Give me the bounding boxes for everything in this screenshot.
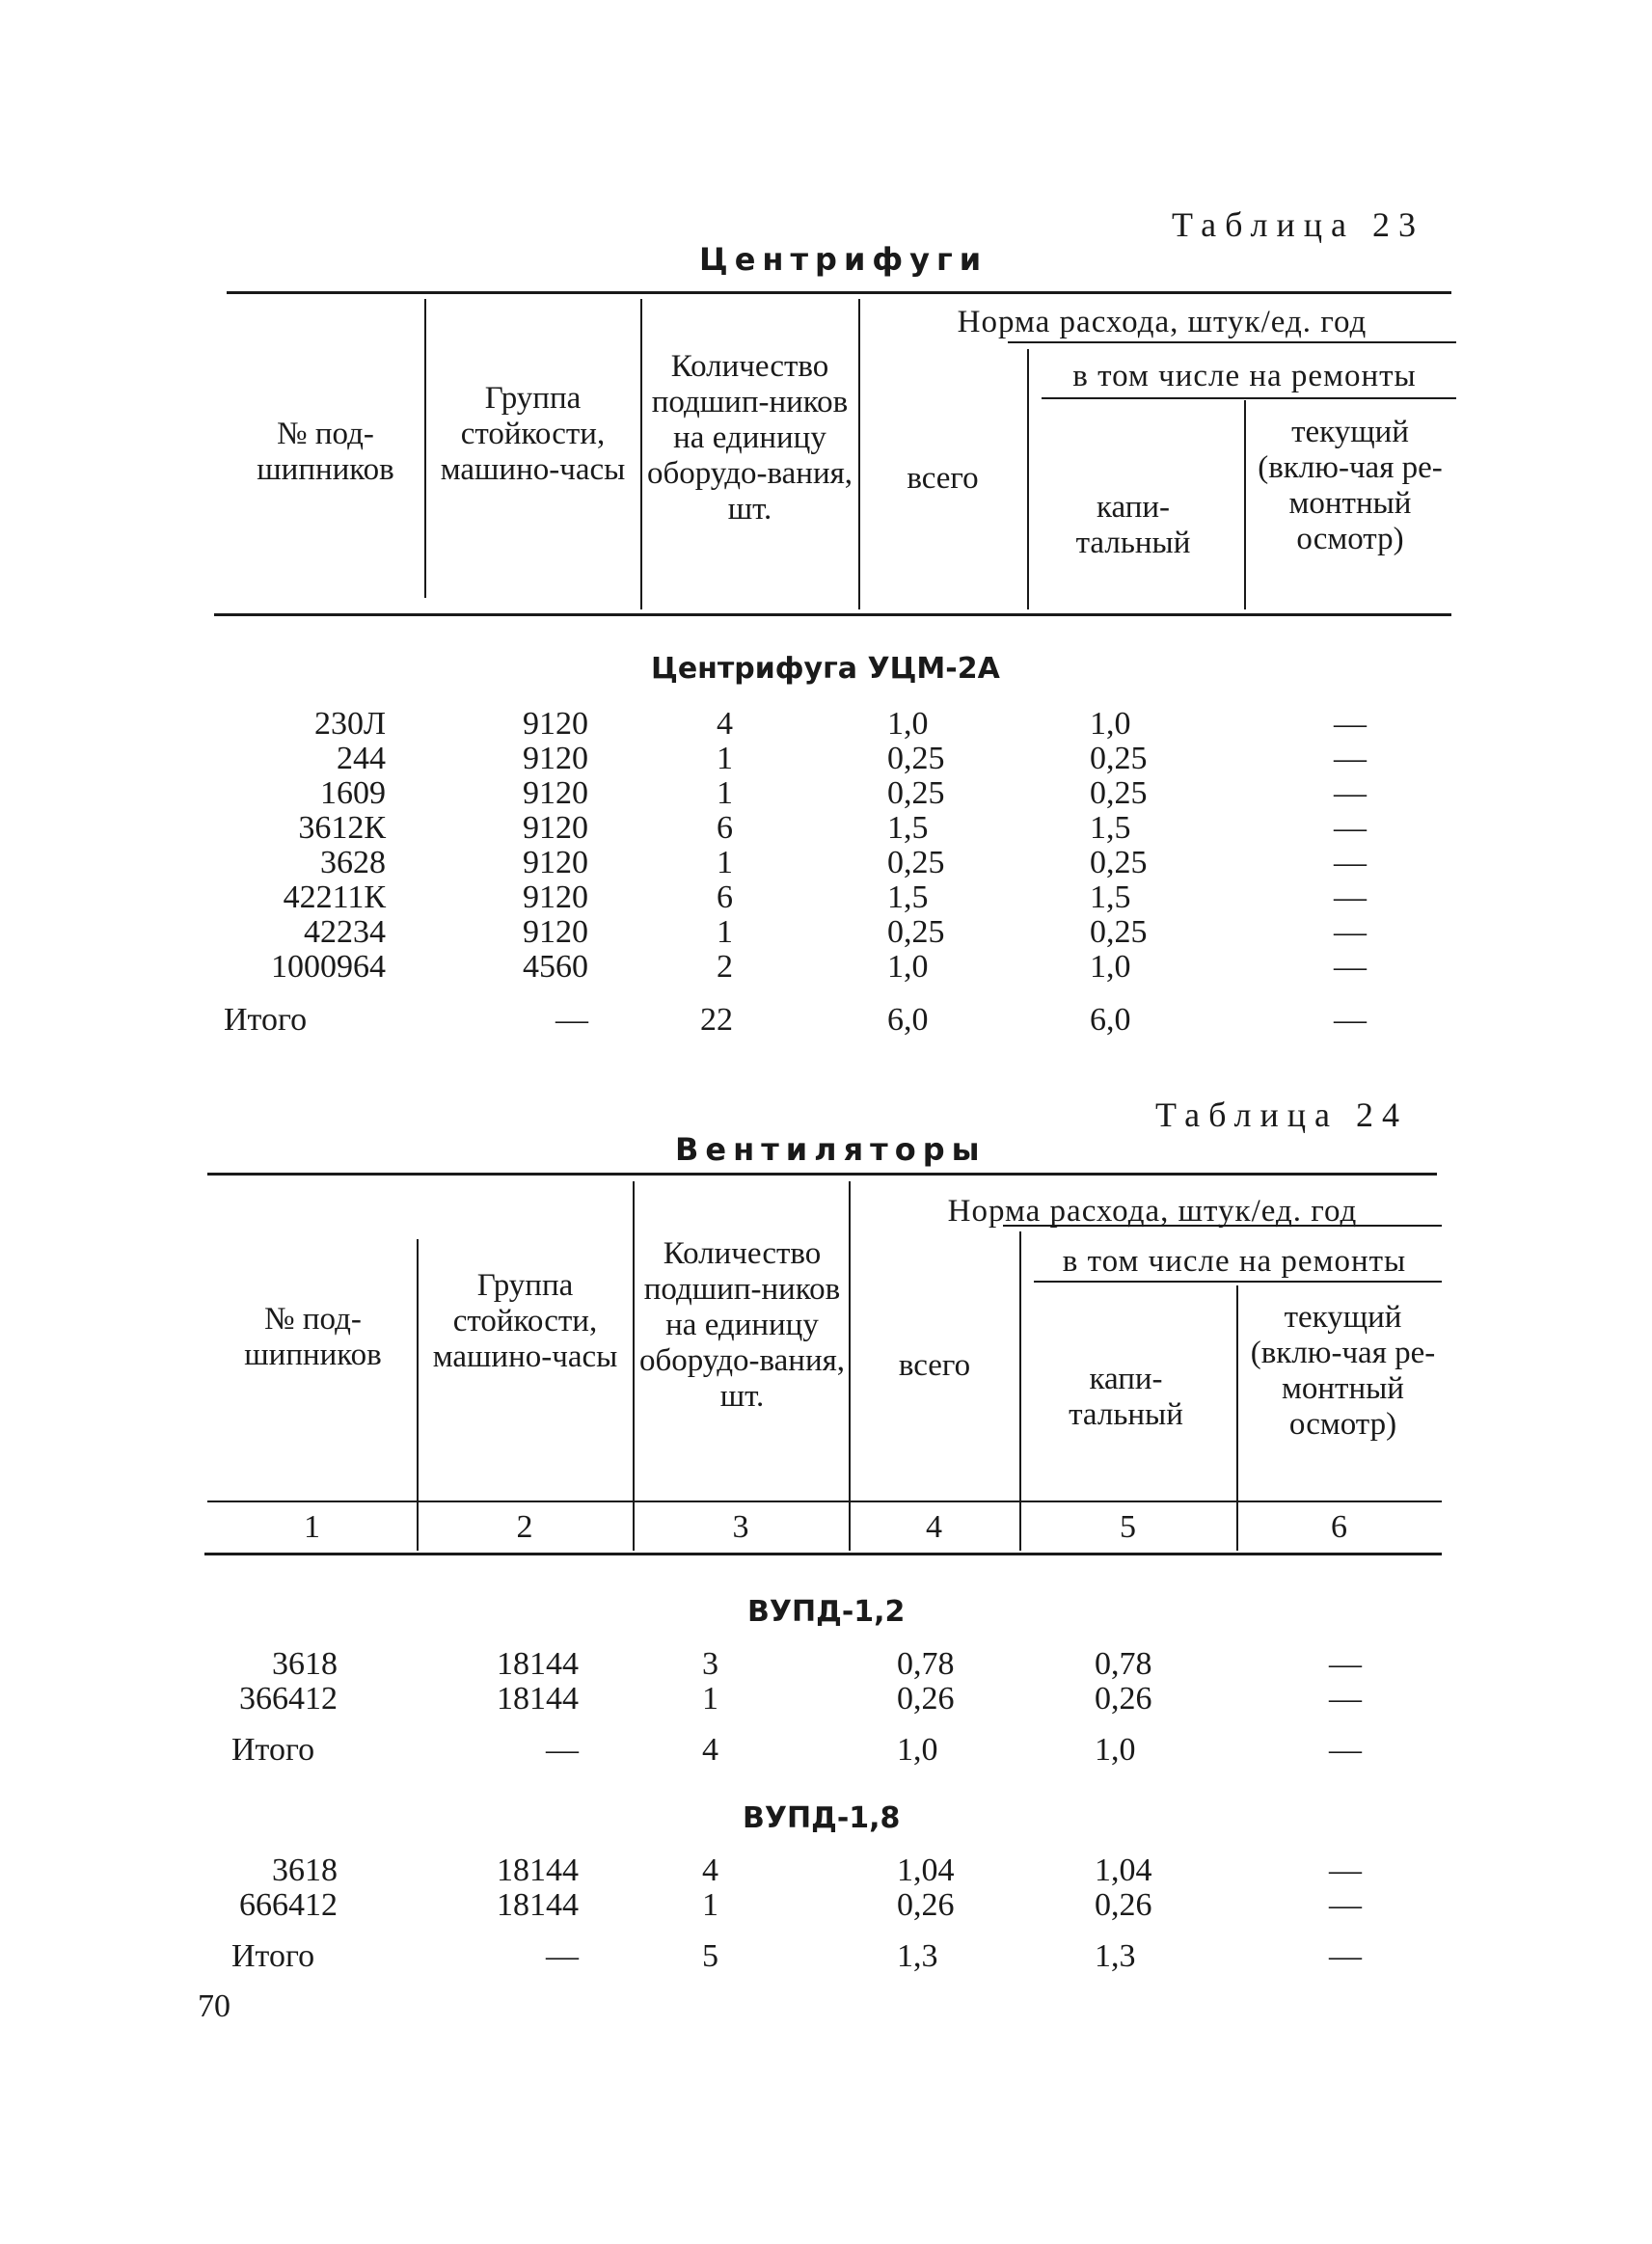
- table23-cell-bearing-no: 1609: [320, 775, 386, 811]
- table24-total-quantity: 4: [702, 1732, 718, 1768]
- table23-vline-1: [424, 299, 426, 598]
- table24-total-capital: 1,3: [1095, 1938, 1136, 1974]
- table23-repairs-rule: [1042, 397, 1456, 399]
- table24-vline-4: [1019, 1231, 1021, 1543]
- table24-vline-2: [633, 1181, 635, 1543]
- table24-header-current: текущий (вклю-чая ре-монтный осмотр): [1250, 1300, 1436, 1442]
- table24-colnum-separator: [1236, 1504, 1238, 1551]
- table23-cell-capital: 0,25: [1090, 775, 1148, 811]
- table23-header-total: всего: [907, 461, 979, 496]
- table24-header-group: Группа стойкости, машино-часы: [432, 1268, 618, 1374]
- table23-vline-4: [1027, 349, 1029, 609]
- table24-cell-current: —: [1329, 1887, 1362, 1923]
- table24-title: Вентиляторы: [675, 1131, 987, 1168]
- table23-header-bottom-rule: [214, 613, 1451, 616]
- table24-cell-quantity: 4: [702, 1852, 718, 1888]
- table24-total-current: —: [1329, 1732, 1362, 1768]
- table23-vline-5: [1244, 400, 1246, 609]
- table23-cell-bearing-no: 42211К: [283, 879, 386, 915]
- table23-header-repairs: в том числе на ремонты: [1072, 359, 1417, 393]
- table23-header-norm: Норма расхода, штук/ед. год: [957, 305, 1368, 339]
- table24-column-number: 6: [1331, 1509, 1347, 1545]
- table23-cell-group: 9120: [523, 879, 588, 915]
- table24-column-number: 5: [1120, 1509, 1136, 1545]
- table24-cell-quantity: 1: [702, 1681, 718, 1717]
- table23-cell-group: 9120: [523, 810, 588, 846]
- table23-total-quantity: 22: [700, 1002, 733, 1038]
- table23-cell-quantity: 1: [717, 741, 733, 776]
- table24-total-bearing-no: Итого: [231, 1732, 315, 1768]
- table23-cell-current: —: [1334, 810, 1367, 846]
- table24-header-bearing-no: № под-шипников: [244, 1302, 382, 1372]
- table23-header-quantity: Количество подшип-ников на единицу оборудо-вания, шт.: [646, 349, 853, 527]
- table24-colnum-separator: [633, 1504, 635, 1551]
- table23-cell-total: 0,25: [887, 741, 945, 776]
- table23-total-bearing-no: Итого: [224, 1002, 308, 1038]
- table23-cell-current: —: [1334, 775, 1367, 811]
- table23-total-capital: 6,0: [1090, 1002, 1131, 1038]
- table23-cell-bearing-no: 230Л: [313, 706, 386, 742]
- table23-cell-quantity: 1: [717, 845, 733, 880]
- table23-header-current: текущий (вклю-чая ре-монтный осмотр): [1258, 415, 1443, 556]
- table23-cell-current: —: [1334, 949, 1367, 985]
- table23-header-bearing-no: № под-шипников: [257, 417, 394, 487]
- page-number: 70: [198, 1988, 230, 2024]
- table23-cell-group: 9120: [523, 775, 588, 811]
- table23-norm-rule: [1008, 341, 1456, 343]
- table24-cell-current: —: [1329, 1852, 1362, 1888]
- table24-cell-current: —: [1329, 1646, 1362, 1682]
- table24-header-quantity: Количество подшип-ников на единицу оборудо-вания, шт.: [638, 1236, 846, 1414]
- table23-vline-3: [858, 299, 860, 609]
- table24-cell-bearing-no: 366412: [239, 1681, 338, 1717]
- table24-colnum-top-rule: [207, 1501, 1442, 1502]
- table23-cell-bearing-no: 244: [337, 741, 386, 776]
- table24-column-number: 2: [516, 1509, 533, 1545]
- table24-total-total: 1,0: [897, 1732, 938, 1768]
- table23-cell-capital: 1,5: [1090, 810, 1131, 846]
- table23-cell-total: 1,5: [887, 879, 929, 915]
- table23-cell-current: —: [1334, 914, 1367, 950]
- table24-total-capital: 1,0: [1095, 1732, 1136, 1768]
- table24-cell-group: 18144: [497, 1681, 579, 1717]
- table24-total-group: —: [546, 1732, 579, 1768]
- table24-cell-bearing-no: 666412: [239, 1887, 338, 1923]
- table24-header-total: всего: [898, 1348, 971, 1383]
- table24-header-repairs: в том числе на ремонты: [1062, 1244, 1407, 1279]
- table23-cell-current: —: [1334, 741, 1367, 776]
- table23-cell-group: 9120: [523, 706, 588, 742]
- table24-header-norm: Норма расхода, штук/ед. год: [947, 1194, 1358, 1229]
- table24-cell-total: 0,78: [897, 1646, 955, 1682]
- table24-column-number: 1: [304, 1509, 320, 1545]
- table24-colnum-separator: [849, 1504, 851, 1551]
- table23-vline-2: [640, 299, 642, 609]
- table23-cell-total: 1,0: [887, 949, 929, 985]
- table24-header-capital: капи-тальный: [1069, 1362, 1183, 1432]
- table23-cell-quantity: 6: [717, 879, 733, 915]
- table23-cell-bearing-no: 1000964: [271, 949, 386, 985]
- table23-cell-total: 0,25: [887, 914, 945, 950]
- table23-title: Центрифуги: [699, 241, 988, 278]
- table24-section-title: ВУПД-1,2: [747, 1595, 906, 1629]
- table23-cell-quantity: 1: [717, 775, 733, 811]
- table24-colnum-separator: [1019, 1504, 1021, 1551]
- table24-cell-current: —: [1329, 1681, 1362, 1717]
- table24-cell-group: 18144: [497, 1852, 579, 1888]
- table23-cell-capital: 1,0: [1090, 949, 1131, 985]
- table23-top-rule: [227, 291, 1451, 294]
- table24-cell-total: 1,04: [897, 1852, 955, 1888]
- table23-section-title: Центрифуга УЦМ-2А: [651, 652, 1000, 686]
- table23-cell-total: 0,25: [887, 845, 945, 880]
- table23-label: Таблица 23: [1172, 205, 1424, 244]
- table24-total-group: —: [546, 1938, 579, 1974]
- table24-cell-total: 0,26: [897, 1887, 955, 1923]
- table23-cell-total: 1,5: [887, 810, 929, 846]
- table24-total-current: —: [1329, 1938, 1362, 1974]
- table24-colnum-separator: [417, 1504, 419, 1551]
- table24-column-number: 4: [926, 1509, 942, 1545]
- table23-cell-total: 1,0: [887, 706, 929, 742]
- table23-cell-capital: 1,0: [1090, 706, 1131, 742]
- table23-cell-group: 9120: [523, 845, 588, 880]
- table24-top-rule: [207, 1173, 1437, 1176]
- table23-cell-quantity: 2: [717, 949, 733, 985]
- table23-total-group: —: [555, 1002, 588, 1038]
- table24-vline-1: [417, 1239, 419, 1504]
- table23-cell-group: 4560: [523, 949, 588, 985]
- table24-column-number: 3: [732, 1509, 749, 1545]
- table24-cell-quantity: 3: [702, 1646, 718, 1682]
- table23-cell-current: —: [1334, 706, 1367, 742]
- table23-total-total: 6,0: [887, 1002, 929, 1038]
- table24-repairs-rule: [1034, 1281, 1442, 1283]
- table24-section-title: ВУПД-1,8: [743, 1801, 901, 1835]
- table23-cell-bearing-no: 3612К: [298, 810, 386, 846]
- table23-cell-current: —: [1334, 845, 1367, 880]
- table24-cell-bearing-no: 3618: [272, 1852, 338, 1888]
- table23-cell-capital: 0,25: [1090, 845, 1148, 880]
- table24-vline-3: [849, 1181, 851, 1543]
- table24-cell-group: 18144: [497, 1887, 579, 1923]
- table23-cell-capital: 0,25: [1090, 914, 1148, 950]
- table24-total-bearing-no: Итого: [231, 1938, 315, 1974]
- table23-cell-quantity: 1: [717, 914, 733, 950]
- table23-cell-capital: 0,25: [1090, 741, 1148, 776]
- table24-cell-capital: 0,26: [1095, 1887, 1152, 1923]
- table23-cell-total: 0,25: [887, 775, 945, 811]
- table24-cell-total: 0,26: [897, 1681, 955, 1717]
- table24-header-bottom-rule: [204, 1553, 1442, 1555]
- table24-cell-group: 18144: [497, 1646, 579, 1682]
- table24-total-total: 1,3: [897, 1938, 938, 1974]
- table23-cell-current: —: [1334, 879, 1367, 915]
- table23-header-group: Группа стойкости, машино-часы: [440, 381, 626, 487]
- table24-cell-bearing-no: 3618: [272, 1646, 338, 1682]
- table23-cell-quantity: 6: [717, 810, 733, 846]
- table24-label: Таблица 24: [1155, 1095, 1408, 1134]
- table24-cell-quantity: 1: [702, 1887, 718, 1923]
- table23-cell-bearing-no: 3628: [320, 845, 386, 880]
- table23-cell-quantity: 4: [717, 706, 733, 742]
- table23-header-capital: капи-тальный: [1075, 490, 1191, 560]
- table24-cell-capital: 0,78: [1095, 1646, 1152, 1682]
- table23-cell-capital: 1,5: [1090, 879, 1131, 915]
- table24-cell-capital: 1,04: [1095, 1852, 1152, 1888]
- table23-total-current: —: [1334, 1002, 1367, 1038]
- table24-cell-capital: 0,26: [1095, 1681, 1152, 1717]
- table24-total-quantity: 5: [702, 1938, 718, 1974]
- table23-cell-group: 9120: [523, 741, 588, 776]
- table23-cell-group: 9120: [523, 914, 588, 950]
- table23-cell-bearing-no: 42234: [304, 914, 386, 950]
